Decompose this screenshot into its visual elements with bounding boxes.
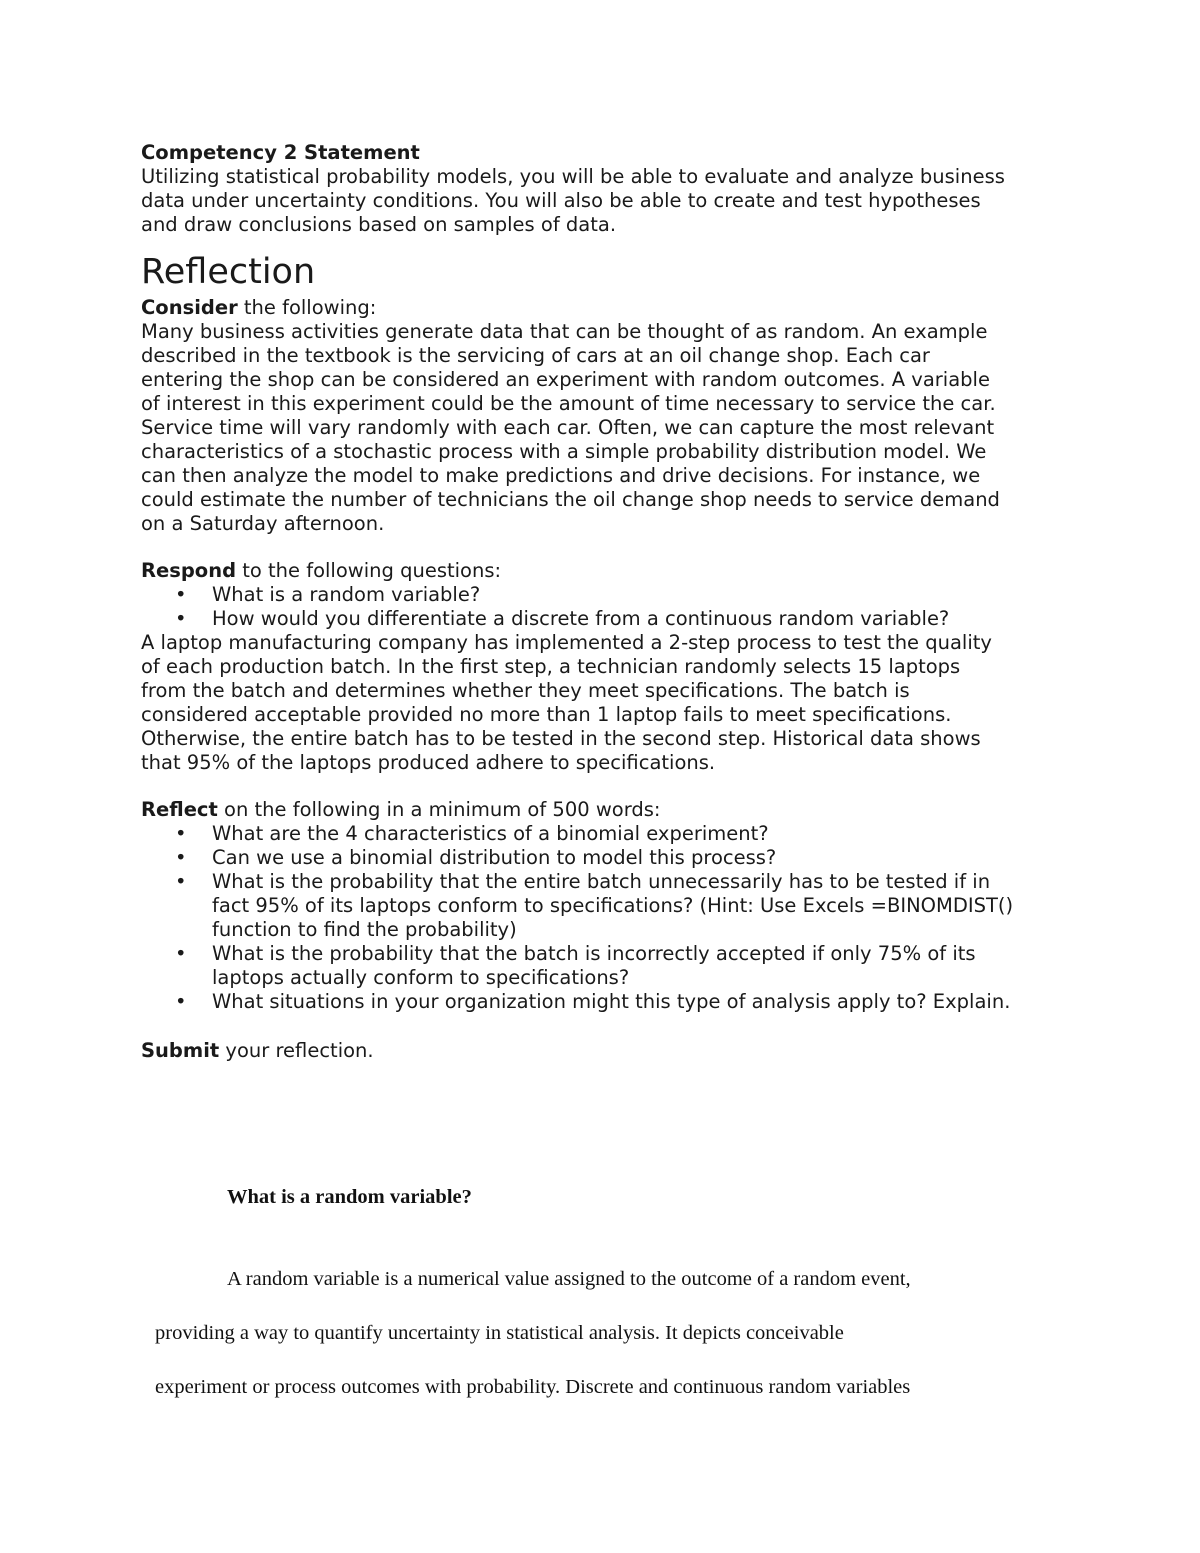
reflect-text: on the following in a minimum of 500 words: <box>217 798 661 821</box>
answer-line: providing a way to quantify uncertainty in statistical analysis. It depicts conceivable <box>155 1322 844 1344</box>
list-item <box>141 942 1101 990</box>
reflect-instruction <box>141 798 1101 822</box>
question-text: How would you differentiate a discrete from a continuous random variable? <box>212 607 950 630</box>
scenario-line: described in the textbook is the servicing of cars at an oil change shop. Each car <box>141 344 930 367</box>
assignment-prompt <box>141 141 1101 1063</box>
submit-instruction <box>141 1039 1101 1063</box>
question-text: Can we use a binomial distribution to model this process? <box>212 846 777 869</box>
scenario-line: characteristics of a stochastic process with a simple probability distribution model. We <box>141 440 987 463</box>
laptop-scenario-line: considered acceptable provided no more than 1 laptop fails to meet specifications. <box>141 703 952 726</box>
paragraph-spacer <box>141 1014 1101 1039</box>
list-item <box>141 607 1101 631</box>
competency-line: Utilizing statistical probability models, you will be able to evaluate and analyze business <box>141 165 1005 188</box>
question-text: What are the 4 characteristics of a binomial experiment? <box>212 822 769 845</box>
question-text: laptops actually conform to specifications? <box>212 966 630 989</box>
scenario-line: Service time will vary randomly with each car. Often, we can capture the most relevant <box>141 416 995 439</box>
list-item <box>141 990 1101 1014</box>
competency-line: and draw conclusions based on samples of data. <box>141 213 617 236</box>
reflection-heading: Reflection <box>141 252 316 292</box>
reflect-question-list <box>141 822 1101 1014</box>
scenario-line: could estimate the number of technicians the oil change shop needs to service demand <box>141 488 1000 511</box>
answer-line: experiment or process outcomes with probability. Discrete and continuous random variables <box>155 1376 911 1398</box>
paragraph-spacer <box>141 536 1101 559</box>
laptop-scenario-line: Otherwise, the entire batch has to be tested in the second step. Historical data shows <box>141 727 981 750</box>
list-item <box>141 822 1101 846</box>
submit-keyword: Submit <box>141 1039 220 1062</box>
respond-text: to the following questions: <box>236 559 502 582</box>
scenario-line: of interest in this experiment could be the amount of time necessary to service the car. <box>141 392 996 415</box>
consider-text: the following: <box>237 296 377 319</box>
laptop-scenario-line: from the batch and determines whether they meet specifications. The batch is <box>141 679 910 702</box>
scenario-line: can then analyze the model to make predictions and drive decisions. For instance, we <box>141 464 981 487</box>
question-text: fact 95% of its laptops conform to specifications? (Hint: Use Excels =BINOMDIST() <box>212 894 1014 917</box>
scenario-line: entering the shop can be considered an experiment with random outcomes. A variable <box>141 368 990 391</box>
question-text: What is the probability that the entire batch unnecessarily has to be tested if in <box>212 870 991 893</box>
paragraph-spacer <box>141 775 1101 798</box>
bullet-icon: • <box>175 846 187 869</box>
laptop-scenario-line: of each production batch. In the first step, a technician randomly selects 15 laptops <box>141 655 961 678</box>
bullet-icon: • <box>175 870 187 893</box>
consider-keyword: Consider <box>141 296 238 319</box>
question-text: What is a random variable? <box>212 583 481 606</box>
question-text: What situations in your organization might this type of analysis apply to? Explain. <box>212 990 1011 1013</box>
answer-title: What is a random variable? <box>227 1186 472 1208</box>
consider-instruction <box>141 296 1101 320</box>
bullet-icon: • <box>175 822 187 845</box>
laptop-scenario-line: A laptop manufacturing company has implemented a 2-step process to test the quality <box>141 631 992 654</box>
respond-instruction <box>141 559 1101 583</box>
bullet-icon: • <box>175 607 187 630</box>
bullet-icon: • <box>175 942 187 965</box>
list-item <box>141 846 1101 870</box>
answer-line: A random variable is a numerical value assigned to the outcome of a random event, <box>227 1268 911 1290</box>
submit-text: your reflection. <box>219 1039 374 1062</box>
scenario-line: on a Saturday afternoon. <box>141 512 385 535</box>
list-item <box>141 870 1101 942</box>
respond-question-list <box>141 583 1101 631</box>
list-item <box>141 583 1101 607</box>
laptop-scenario-line: that 95% of the laptops produced adhere to specifications. <box>141 751 716 774</box>
reflect-keyword: Reflect <box>141 798 218 821</box>
competency-heading: Competency 2 Statement <box>141 141 420 164</box>
question-text: What is the probability that the batch is incorrectly accepted if only 75% of its <box>212 942 976 965</box>
bullet-icon: • <box>175 583 187 606</box>
bullet-icon: • <box>175 990 187 1013</box>
scenario-line: Many business activities generate data that can be thought of as random. An example <box>141 320 988 343</box>
competency-line: data under uncertainty conditions. You will also be able to create and test hypotheses <box>141 189 981 212</box>
respond-keyword: Respond <box>141 559 237 582</box>
question-text: function to find the probability) <box>212 918 517 941</box>
